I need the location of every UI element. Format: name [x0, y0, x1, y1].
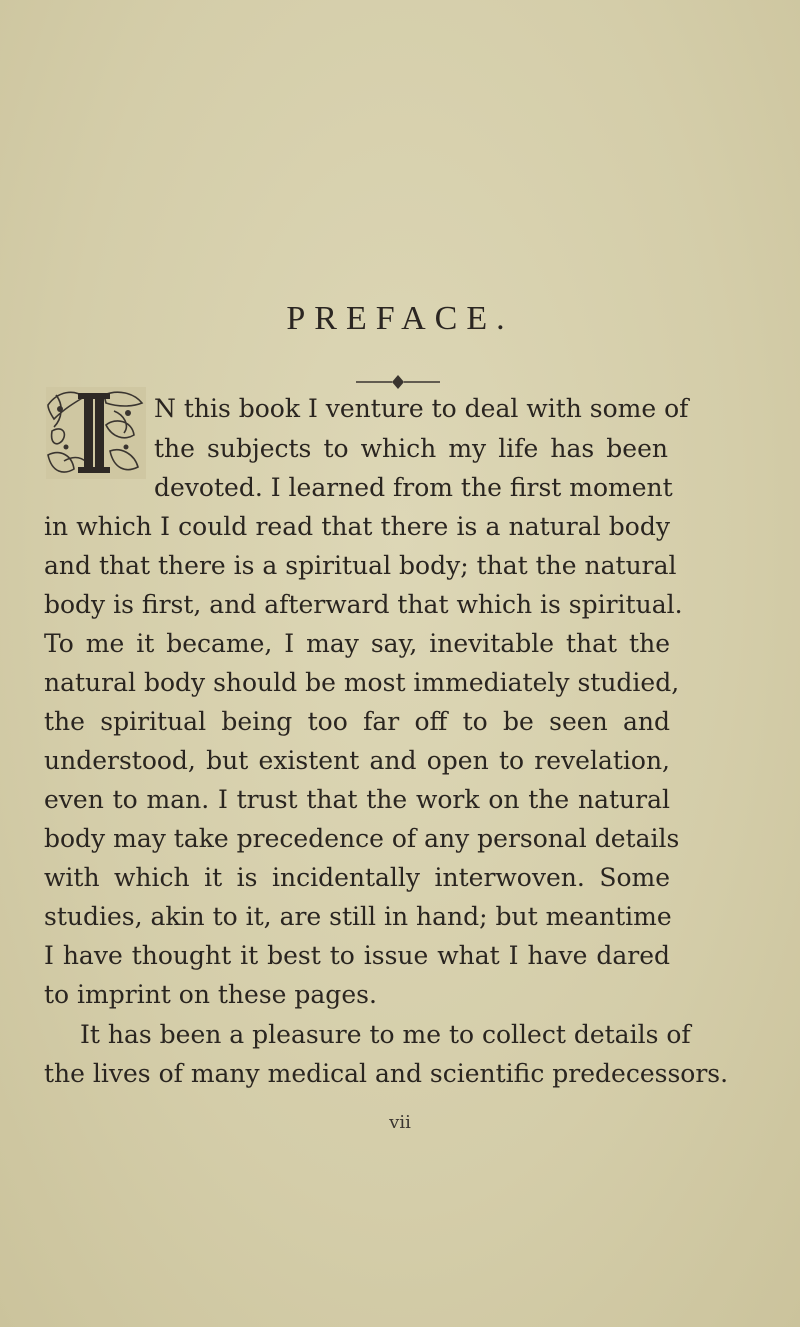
text-line-4: in which I could read that there is a natural body	[44, 512, 670, 541]
text-line-15: I have thought it best to issue what I have dared	[44, 941, 670, 970]
text-line-12: body may take precedence of any personal details	[44, 824, 680, 853]
text-line-6: body is first, and afterward that which is spiritual.	[44, 590, 683, 619]
text-line-5: and that there is a spiritual body; that the natural	[44, 551, 677, 580]
decorative-initial-icon	[44, 385, 148, 481]
text-line-8: natural body should be most immediately studied,	[44, 668, 680, 697]
drop-cap-ornament	[44, 385, 148, 481]
text-line-17: It has been a pleasure to me to collect details of	[80, 1020, 691, 1049]
text-line-18: the lives of many medical and scientific predecessors.	[44, 1059, 729, 1088]
text-line-7: To me it became, I may say, inevitable that the	[44, 629, 670, 658]
text-line-16: to imprint on these pages.	[44, 980, 377, 1009]
text-line-14: studies, akin to it, are still in hand; but meantime	[44, 902, 672, 931]
text-line-10: understood, but existent and open to revelation,	[44, 746, 670, 775]
page-number: vii	[389, 1112, 411, 1133]
text-line-11: even to man. I trust that the work on the natural	[44, 785, 670, 814]
text-line-3: devoted. I learned from the first moment	[154, 473, 673, 502]
text-line-2: the subjects to which my life has been	[154, 434, 668, 463]
text-line-9: the spiritual being too far off to be seen and	[44, 707, 670, 736]
text-line-13: with which it is incidentally interwoven. Some	[44, 863, 670, 892]
page-title: PREFACE.	[286, 300, 514, 337]
text-line-1: N this book I venture to deal with some of	[154, 394, 689, 423]
divider-ornament-icon	[338, 372, 458, 392]
